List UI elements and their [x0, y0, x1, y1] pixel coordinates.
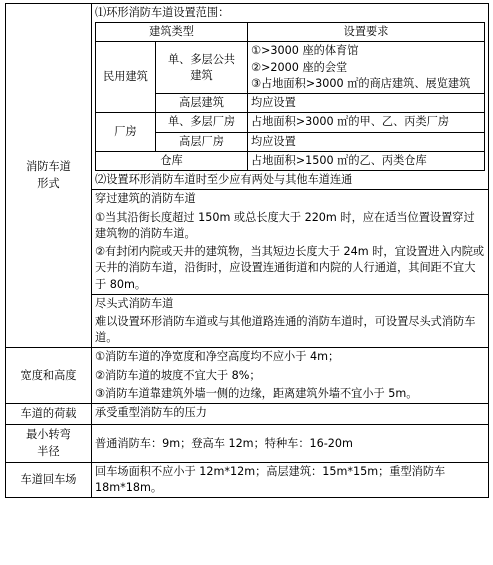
req-line: ③占地面积>3000 ㎡的商店建筑、展览建筑	[251, 76, 471, 90]
turnaround-text: 回车场面积不应小于 12m*12m；高层建筑：15m*15m；重型消防车 18m*18m。	[95, 464, 446, 495]
fire-lane-table	[5, 3, 489, 498]
ring-scope-table	[95, 22, 485, 171]
table-row	[96, 42, 485, 94]
deadend-lane-cell	[92, 294, 489, 348]
cell-line: 建筑	[190, 68, 213, 82]
cell-civil-multi	[156, 42, 248, 94]
label-width-height: 宽度和高度	[6, 348, 92, 404]
deadend-heading: 尽头式消防车道	[95, 296, 174, 310]
deadend-para: 难以设置环形消防车道或与其他道路连通的消防车道时，可设置尽头式消防车道。	[95, 314, 476, 345]
through-lane-cell	[92, 190, 489, 294]
width-line-2: ②消防车道的坡度不宜大于 8%；	[95, 368, 261, 382]
row-turnaround	[6, 462, 489, 497]
ring-heading: ⑴环形消防车道设置范围：	[95, 6, 230, 19]
turnaround-cell	[92, 462, 489, 497]
req-line: ②>2000 座的会堂	[251, 60, 348, 74]
ring-note: ⑵设置环形消防车道时至少应有两处与其他车道连通	[95, 173, 353, 187]
cell-factory-multi: 单、多层厂房	[156, 113, 248, 132]
label-line: 最小转弯	[26, 428, 71, 442]
turning-cell	[92, 425, 489, 462]
through-para-2: ②有封闭内院或天井的建筑物，当其短边长度大于 24m 时，宜设置进入内院或天井的消防车道，沿街时，应设置连通街道和内院的人行通道，其间距不宜大于 80m。	[95, 245, 485, 291]
col-header-requirement: 设置要求	[248, 23, 485, 42]
width-height-cell	[92, 348, 489, 404]
cell-line: 单、多层公共	[167, 52, 236, 66]
label-fire-lane-form	[6, 4, 92, 348]
width-line-1: ①消防车道的净宽度和净空高度均不应小于 4m；	[95, 350, 340, 364]
label-line: 形式	[37, 176, 60, 190]
label-line: 半径	[37, 444, 60, 458]
col-header-type: 建筑类型	[96, 23, 248, 42]
req-line: ①>3000 座的体育馆	[251, 44, 359, 58]
cell-factory-high: 高层厂房	[156, 132, 248, 151]
turning-text: 普通消防车：9m；登高车 12m；特种车：16-20m	[95, 436, 353, 450]
cell-civil: 民用建筑	[96, 42, 156, 113]
cell-civil-high-req: 均应设置	[248, 94, 485, 113]
label-turnaround: 车道回车场	[6, 462, 92, 497]
through-heading: 穿过建筑的消防车道	[95, 192, 196, 206]
table-row	[96, 23, 485, 42]
load-cell	[92, 404, 489, 425]
cell-warehouse: 仓库	[96, 151, 248, 170]
cell-factory: 厂房	[96, 113, 156, 151]
cell-factory-high-req: 均应设置	[248, 132, 485, 151]
table-row	[96, 151, 485, 170]
row-width-height	[6, 348, 489, 404]
cell-civil-multi-req	[248, 42, 485, 94]
row-load	[6, 404, 489, 425]
cell-factory-multi-req: 占地面积>3000 ㎡的甲、乙、丙类厂房	[248, 113, 485, 132]
width-line-3: ③消防车道靠建筑外墙一侧的边缘，距离建筑外墙不宜小于 5m。	[95, 386, 418, 400]
cell-civil-high: 高层建筑	[156, 94, 248, 113]
label-turning-radius	[6, 425, 92, 462]
row-fire-lane-form-ring	[6, 4, 489, 190]
ring-lane-cell	[92, 4, 489, 190]
load-text: 承受重型消防车的压力	[95, 406, 207, 420]
through-para-1: ①当其沿街长度超过 150m 或总长度大于 220m 时，应在适当位置设置穿过建筑物的消防车道。	[95, 210, 475, 240]
label-line: 消防车道	[26, 160, 71, 174]
cell-warehouse-req: 占地面积>1500 ㎡的乙、丙类仓库	[248, 151, 485, 170]
table-row	[96, 113, 485, 132]
label-load: 车道的荷载	[6, 404, 92, 425]
row-turning-radius	[6, 425, 489, 462]
